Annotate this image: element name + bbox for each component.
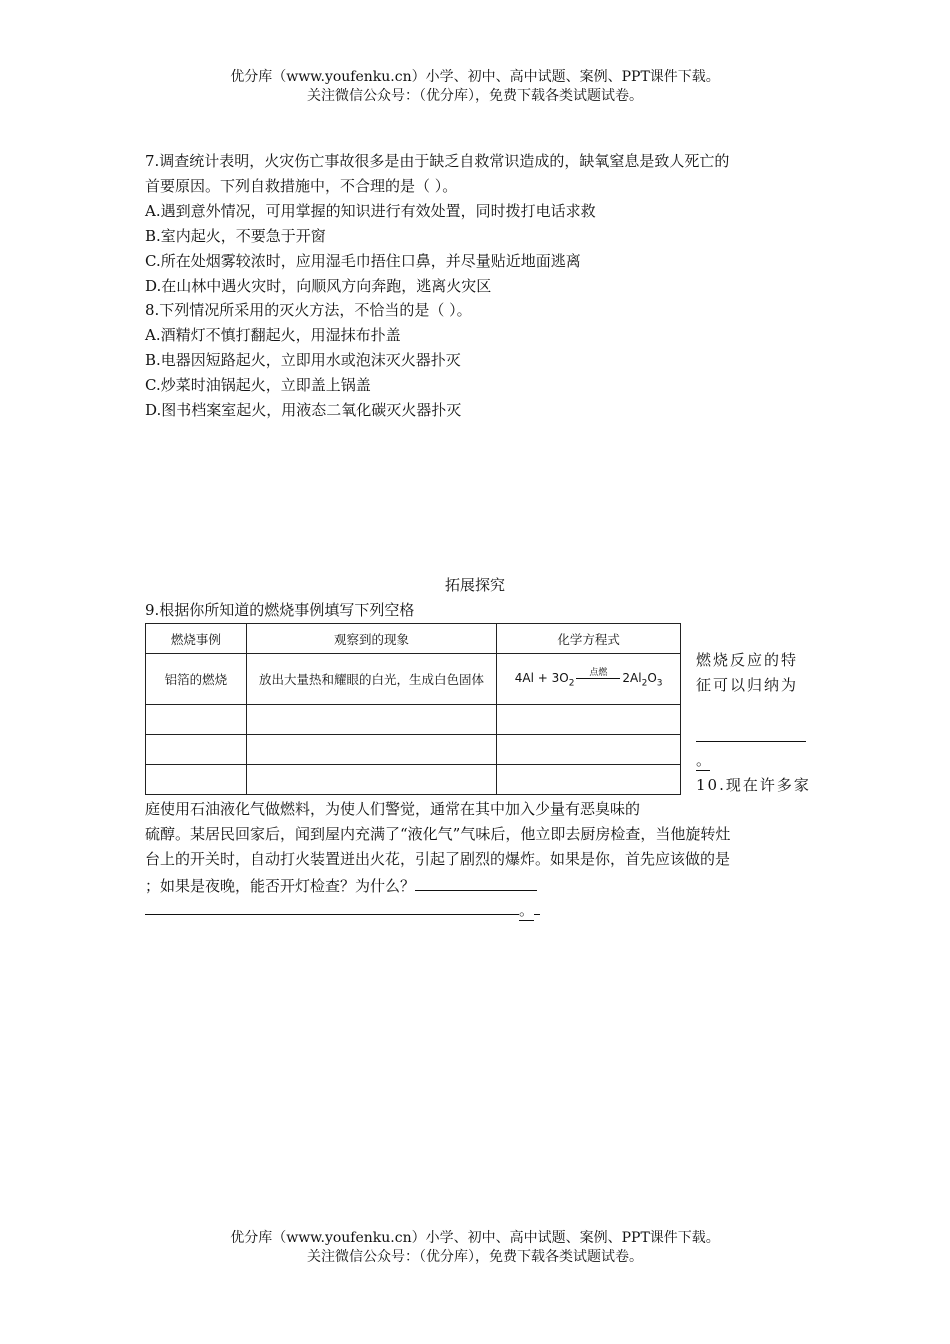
q7-stem-line-1: 7.调查统计表明，火灾伤亡事故很多是由于缺乏自救常识造成的，缺氧窒息是致人死亡的 — [145, 152, 730, 170]
q8-option-b: B.电器因短路起火，立即用水或泡沫灭火器扑灭 — [145, 351, 461, 369]
header-line-1: 优分库（www.youfenku.cn）小学、初中、高中试题、案例、PPT课件下载。 — [230, 69, 720, 85]
q9-side-line-2: 征可以归纳为 — [696, 676, 799, 694]
table-row — [146, 654, 681, 705]
combustion-table — [145, 623, 681, 795]
blank-cell[interactable] — [246, 765, 496, 795]
table-row-empty — [146, 765, 681, 795]
section-title: 拓展探究 — [444, 576, 505, 594]
q10-side: 10.现在许多家 — [696, 776, 811, 794]
blank-cell[interactable] — [146, 735, 247, 765]
q8-option-a: A.酒精灯不慎打翻起火，用湿抹布扑盖 — [145, 326, 401, 344]
q8-stem: 8.下列情况所采用的灭火方法，不恰当的是（ ）。 — [145, 301, 472, 319]
q7-option-a: A.遇到意外情况，可用掌握的知识进行有效处置，同时拨打电话求救 — [145, 202, 596, 220]
blank-cell[interactable] — [246, 735, 496, 765]
q10-line-2: 硫醇。某居民回家后，闻到屋内充满了“液化气”气味后，他立即去厨房检查，当他旋转灶 — [145, 825, 731, 843]
q10-answer-blank-1[interactable] — [415, 876, 537, 891]
cell-example: 铝箔的燃烧 — [146, 654, 247, 705]
cell-equation — [497, 654, 681, 705]
q7-option-b: B.室内起火，不要急于开窗 — [145, 227, 326, 245]
blank-cell[interactable] — [146, 705, 247, 735]
footer-line-1: 优分库（www.youfenku.cn）小学、初中、高中试题、案例、PPT课件下载。 — [230, 1230, 720, 1246]
q10-answer-blank-2[interactable] — [145, 900, 519, 915]
reaction-arrow — [576, 667, 620, 679]
cell-phenomenon: 放出大量热和耀眼的白光，生成白色固体 — [246, 654, 496, 705]
q10-line-5: 。 — [145, 900, 540, 921]
header-phenomenon: 观察到的现象 — [246, 624, 496, 654]
q10-line-3: 台上的开关时，自动打火装置迸出火花，引起了剧烈的爆炸。如果是你，首先应该做的是 — [145, 850, 731, 868]
blank-cell[interactable] — [497, 765, 681, 795]
blank-cell[interactable] — [497, 735, 681, 765]
table-row-empty — [146, 705, 681, 735]
q10-line-4: ；如果是夜晚，能否开灯检查？为什么？ — [145, 876, 537, 896]
blank-cell[interactable] — [146, 765, 247, 795]
q10-line-1: 庭使用石油液化气做燃料，为使人们警觉，通常在其中加入少量有恶臭味的 — [145, 800, 641, 818]
chemical-equation: $4Al + 3O_2$ 点燃 $2Al_2O_3$ — [515, 671, 663, 685]
table-header-row — [146, 624, 681, 654]
blank-cell[interactable] — [497, 705, 681, 735]
header-line-2: 关注微信公众号：（优分库），免费下载各类试题试卷。 — [307, 88, 643, 104]
blank-cell[interactable] — [246, 705, 496, 735]
q7-stem-line-2: 首要原因。下列自救措施中，不合理的是（ ）。 — [145, 177, 458, 195]
header-example: 燃烧事例 — [146, 624, 247, 654]
q9-stem: 9.根据你所知道的燃烧事例填写下列空格 — [145, 601, 415, 619]
q9-answer-blank[interactable] — [696, 741, 806, 742]
q9-side-line-1: 燃烧反应的特 — [696, 651, 799, 669]
footer-line-2: 关注微信公众号：（优分库），免费下载各类试题试卷。 — [307, 1249, 643, 1265]
reaction-condition: 点燃 — [589, 667, 608, 678]
q8-option-d: D.图书档案室起火，用液态二氧化碳灭火器扑灭 — [145, 401, 462, 419]
q7-option-d: D.在山林中遇火灾时，向顺风方向奔跑，逃离火灾区 — [145, 277, 492, 295]
q9-period: 。 — [696, 751, 712, 769]
q8-option-c: C.炒菜时油锅起火，立即盖上锅盖 — [145, 376, 371, 394]
q7-option-c: C.所在处烟雾较浓时，应用湿毛巾捂住口鼻，并尽量贴近地面逃离 — [145, 252, 581, 270]
header-equation: 化学方程式 — [497, 624, 681, 654]
table-row-empty — [146, 735, 681, 765]
